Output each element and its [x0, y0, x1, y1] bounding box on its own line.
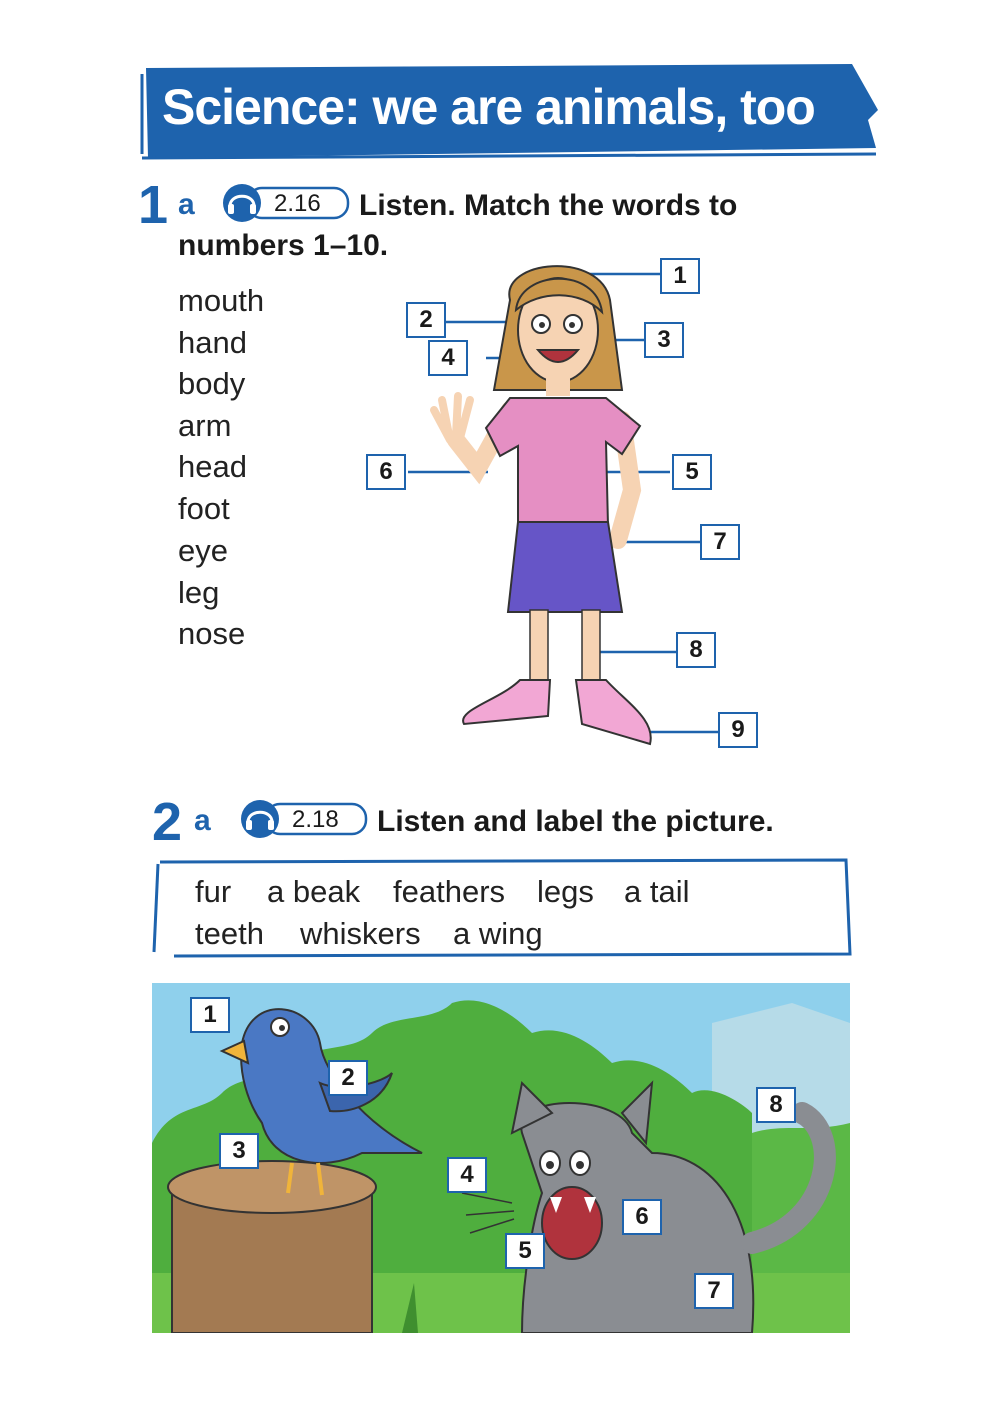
scene-label-box-8: 8: [756, 1087, 796, 1123]
label-box-9: 9: [718, 712, 758, 748]
exercise-1-instruction-line1: Listen. Match the words to: [359, 189, 738, 222]
word-bank-item: feathers: [393, 874, 506, 909]
exercise-1-number: 1: [138, 175, 169, 235]
label-box-3: 3: [644, 322, 684, 358]
word-bank-item: a tail: [624, 874, 690, 909]
label-box-1: 1: [660, 258, 700, 294]
scene-label-box-5: 5: [505, 1233, 545, 1269]
exercise-1-letter: a: [178, 188, 195, 221]
word-list-item: mouth: [178, 283, 265, 318]
word-list-item: hand: [178, 325, 247, 360]
exercise-2-letter: a: [194, 804, 211, 837]
label-box-5: 5: [672, 454, 712, 490]
audio-track-number: 2.16: [274, 190, 321, 217]
scene-label-box-6: 6: [622, 1199, 662, 1235]
word-list-item: arm: [178, 408, 232, 443]
word-bank-item: whiskers: [300, 916, 421, 951]
label-box-7: 7: [700, 524, 740, 560]
word-list-item: head: [178, 449, 247, 484]
word-bank-item: fur: [195, 874, 232, 909]
exercise-2-instruction: Listen and label the picture.: [377, 805, 774, 838]
label-box-6: 6: [366, 454, 406, 490]
audio-badge-2-16[interactable]: [218, 184, 353, 220]
exercise-1-instruction-line2: numbers 1–10.: [178, 229, 389, 262]
label-box-8: 8: [676, 632, 716, 668]
scene-label-box-7: 7: [694, 1273, 734, 1309]
word-list-item: leg: [178, 575, 220, 610]
word-list-item: body: [178, 366, 246, 401]
word-bank-item: a beak: [267, 874, 361, 909]
word-list-item: nose: [178, 616, 246, 651]
label-box-2: 2: [406, 302, 446, 338]
word-bank-item: teeth: [195, 916, 264, 951]
scene-label-box-3: 3: [219, 1133, 259, 1169]
page-title: Science: we are animals, too: [162, 79, 815, 135]
label-box-4: 4: [428, 340, 468, 376]
scene-label-box-1: 1: [190, 997, 230, 1033]
word-list-item: eye: [178, 533, 228, 568]
word-bank-item: a wing: [453, 916, 543, 951]
audio-badge-2-18[interactable]: [236, 800, 371, 836]
word-list-item: foot: [178, 491, 230, 526]
scene-label-box-2: 2: [328, 1060, 368, 1096]
word-bank-item: legs: [537, 874, 594, 909]
scene-label-box-4: 4: [447, 1157, 487, 1193]
exercise-2-number: 2: [152, 792, 183, 852]
audio-track-number: 2.18: [292, 806, 339, 833]
